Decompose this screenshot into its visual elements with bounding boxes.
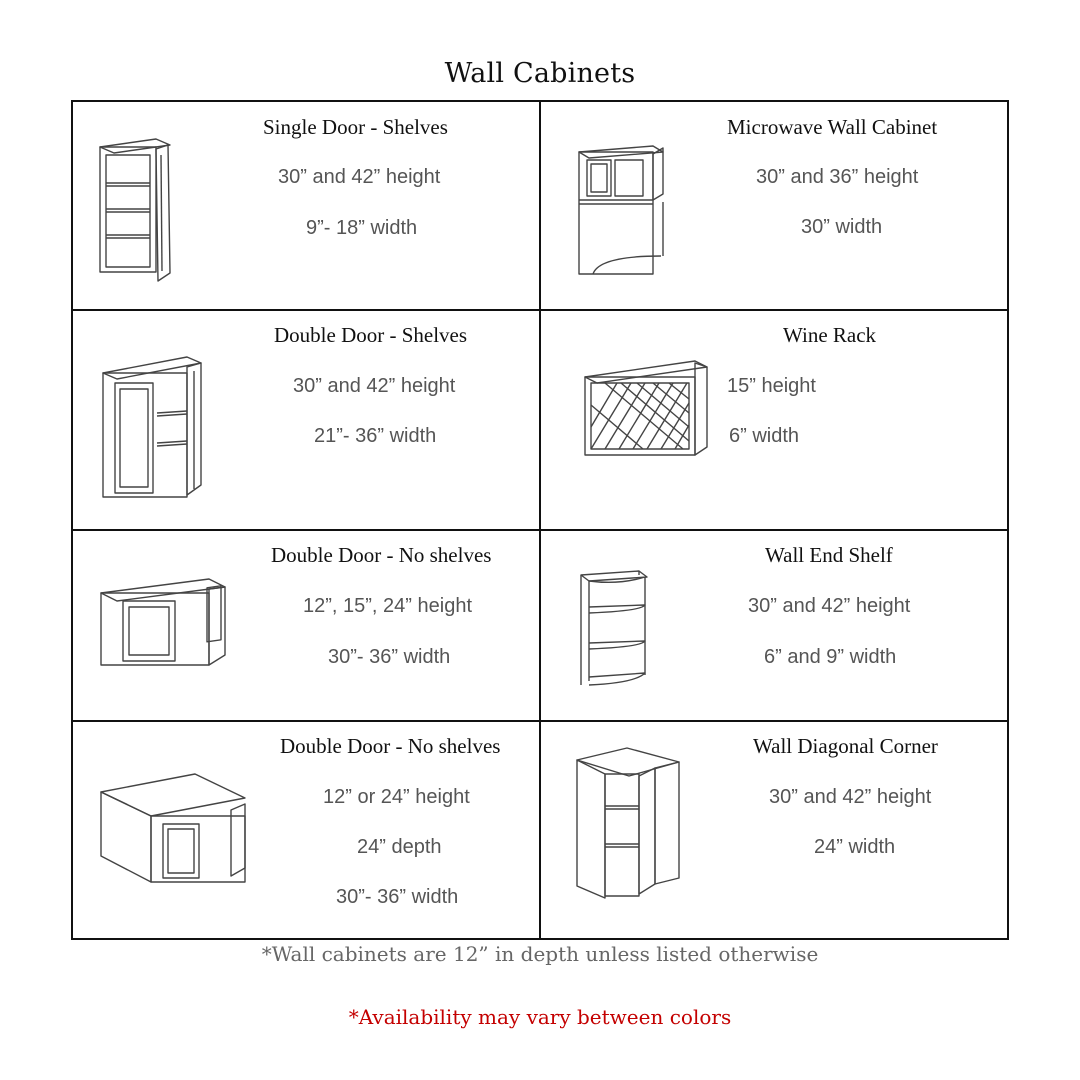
cabinet-spec: 12”, 15”, 24” height (303, 595, 472, 617)
cabinet-spec: 30” and 36” height (756, 166, 919, 188)
cabinet-spec: 12” or 24” height (323, 786, 470, 808)
cabinet-spec: 6” width (729, 425, 800, 447)
wine-rack-icon (583, 355, 713, 461)
cabinet-spec: 30” and 42” height (769, 786, 932, 808)
availability-note: *Availability may vary between colors (348, 1005, 732, 1029)
double-door-no-shelves-cabinet-icon (99, 575, 231, 671)
cabinet-cell-single-door-shelves (72, 101, 540, 310)
page-title: Wall Cabinets (444, 58, 636, 89)
cabinet-cell-wine-rack (540, 310, 1008, 530)
cabinet-spec: 30” and 42” height (278, 166, 441, 188)
cabinet-cell-wall-end-shelf (540, 530, 1008, 721)
depth-note: *Wall cabinets are 12” in depth unless listed otherwise (261, 942, 819, 966)
microwave-wall-cabinet-icon (577, 142, 669, 282)
cabinet-spec: 9”- 18” width (306, 217, 418, 239)
single-door-shelves-cabinet-icon (98, 135, 178, 285)
cabinet-spec: 21”- 36” width (314, 425, 437, 447)
cabinet-name: Wall Diagonal Corner (753, 734, 938, 758)
double-door-shelves-cabinet-icon (101, 353, 207, 501)
cabinet-name: Microwave Wall Cabinet (727, 115, 938, 139)
cabinet-name: Double Door - No shelves (271, 543, 492, 567)
cabinet-name: Wine Rack (783, 323, 877, 347)
cabinet-spec: 15” height (727, 375, 816, 397)
cabinet-spec: 24” width (814, 836, 896, 858)
cabinet-spec: 30”- 36” width (336, 886, 459, 908)
cabinet-spec: 30” width (801, 216, 883, 238)
cabinet-cell-wall-diagonal-corner (540, 721, 1008, 939)
cabinet-name: Double Door - No shelves (280, 734, 501, 758)
cabinet-name: Single Door - Shelves (263, 115, 448, 139)
wall-end-shelf-icon (579, 569, 651, 691)
cabinet-cell-deep-double-door-no-shelves (72, 721, 540, 939)
cabinet-cell-double-door-shelves (72, 310, 540, 530)
deep-double-door-cabinet-icon (99, 770, 249, 886)
cabinet-spec: 30” and 42” height (748, 595, 911, 617)
cabinet-spec: 30”- 36” width (328, 646, 451, 668)
cabinet-cell-double-door-no-shelves (72, 530, 540, 721)
cabinet-cell-microwave-wall-cabinet (540, 101, 1008, 310)
cabinet-spec: 24” depth (357, 836, 442, 858)
cabinet-table (71, 100, 1009, 940)
cabinet-spec: 6” and 9” width (764, 646, 897, 668)
cabinet-spec: 30” and 42” height (293, 375, 456, 397)
wall-diagonal-corner-icon (575, 746, 683, 906)
cabinet-name: Double Door - Shelves (274, 323, 468, 347)
cabinet-name: Wall End Shelf (765, 543, 893, 567)
